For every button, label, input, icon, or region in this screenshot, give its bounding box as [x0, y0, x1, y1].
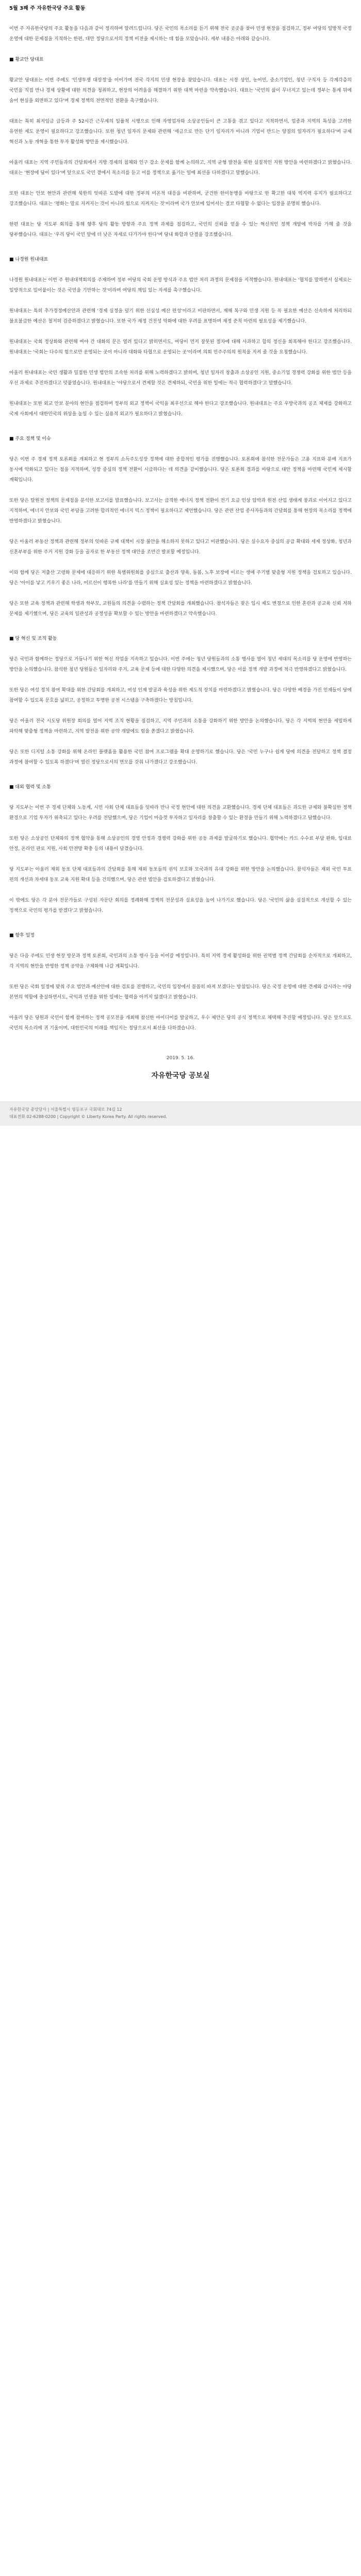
section-paragraph: 원내대표는 국회 정상화와 관련해 여야 간 대화의 문은 열려 있다고 밝히면서도, 여당이 먼저 잘못된 절차에 대해 사과하고 합의 정신을 회복해야 한다고 강조했습니다. 원내대표는 '국회는 다수의 힘으로만 운영되는 곳이 아니라 대화와 타협으로 운영되는 곳'이라며 의회 민주주의의 원칙을 지켜 줄 것을 요청했습니다.: [9, 340, 352, 355]
section-paragraph: 또한 당은 소상공인 단체와의 정책 협약을 통해 소상공인의 경영 안정과 경쟁력 강화를 위한 공동 과제를 발굴하기로 했습니다. 협약에는 카드 수수료 부담 완화, 임대료 안정, 온라인 판로 지원, 사회 안전망 확충 등의 내용이 담겼습니다.: [9, 836, 352, 852]
section-paragraph: 원내대표는 또한 외교 안보 분야의 현안을 점검하며 정부의 외교 정책이 국익을 최우선으로 해야 한다고 강조했습니다. 원내대표는 주요 우방국과의 공조 체제를 강화하고 국제 사회에서 대한민국의 위상을 높일 수 있는 실용적 외교가 필요하다고 밝혔습니다.: [9, 401, 352, 417]
section-paragraph: 대표는 특히 최저임금 급등과 주 52시간 근무제의 일률적 시행으로 인해 자영업자와 소상공인들이 큰 고통을 겪고 있다고 지적하면서, 업종과 지역의 특성을 고려한 유연한 제도 운영이 필요하다고 강조했습니다. 또한 청년 일자리 문제와 관련해 '세금으로 만든 단기 일자리가 아니라 기업이 만드는 양질의 일자리가 필요하다'며 규제 혁신과 노동 개혁을 통한 투자 활성화 방안을 제시했습니다.: [9, 119, 352, 145]
section-paragraph: 또한 당은 국회 일정에 맞춰 주요 법안과 예산안에 대한 검토를 진행하고, 국민의 입장에서 꼼꼼히 따져 보겠다는 방침입니다. 당은 국정 운영에 대한 견제와 감시라는 야당 본연의 역할에 충실하면서도, 국익과 민생을 위한 일에는 협력을 아끼지 않겠다고 밝혔습니다.: [9, 985, 352, 1000]
section-title: ■ 대외 협력 및 소통: [9, 785, 51, 790]
intro-paragraph: 이번 주 자유한국당의 주요 활동을 다음과 같이 정리하여 알려드립니다. 당은 국민의 목소리를 듣기 위해 전국 곳곳을 찾아 민생 현장을 점검하고, 정부 여당의 일방적 국정 운영에 대한 문제점을 지적하는 한편, 대안 정당으로서의 정책 비전을 제시하는 데 힘을 모았습니다. 세부 내용은 아래와 같습니다.: [9, 26, 352, 42]
section-paragraph: 이 밖에도 당은 각 분야 전문가들로 구성된 자문단 회의를 정례화해 정책의 전문성과 실효성을 높여 나가기로 했습니다. 당은 '국민의 삶을 실질적으로 개선할 수 있는 정책으로 국민의 평가를 받겠다'고 밝혔습니다.: [9, 898, 352, 913]
section-external-relations: [9, 782, 352, 916]
section-paragraph: 또한 당은 여성 정치 참여 확대를 위한 간담회를 개최하고, 여성 인재 발굴과 육성을 위한 제도적 장치를 마련하겠다고 밝혔습니다. 당은 다양한 배경을 가진 인재들이 당에 참여할 수 있도록 문호를 넓히고, 공정하고 투명한 공천 시스템을 구축하겠다는 방침입니다.: [9, 688, 352, 703]
section-paragraph: 황교안 당대표는 이번 주에도 '민생투쟁 대장정'을 이어가며 전국 각지의 민생 현장을 찾았습니다. 대표는 시장 상인, 농어민, 중소기업인, 청년 구직자 등 각계각층의 국민을 직접 만나 경제 상황에 대한 의견을 청취하고, 현장의 어려움을 해결하기 위한 대책 마련을 약속했습니다. 대표는 '국민의 삶이 무너지고 있는데 정부는 통계 뒤에 숨어 현실을 외면하고 있다'며 경제 정책의 전면적인 전환을 촉구했습니다.: [9, 78, 352, 104]
section-paragraph: 당은 국민과 함께하는 정당으로 거듭나기 위한 혁신 작업을 지속하고 있습니다. 이번 주에는 청년 당원들과의 소통 행사를 열어 청년 세대의 목소리를 당 운영에 반영하는 방안을 논의했습니다. 참석한 청년 당원들은 일자리와 주거, 교육 문제 등에 대한 다양한 의견을 제시했으며, 당은 이를 정책 개발 과정에 적극 반영하겠다고 밝혔습니다.: [9, 657, 352, 672]
section-paragraph: 또한 대표는 안보 현안과 관련해 북한의 잇따른 도발에 대한 정부의 미온적 대응을 비판하며, 굳건한 한미동맹을 바탕으로 한 확고한 대북 억지력 유지가 필요하다고 강조했습니다. 대표는 '평화는 말로 지켜지는 것이 아니라 힘으로 지켜지는 것'이라며 국가 안보에 있어서는 결코 타협할 수 없다는 입장을 분명히 했습니다.: [9, 191, 352, 207]
section-title: ■ 나경원 원내대표: [9, 257, 48, 262]
page-footer: [0, 1101, 361, 1126]
section-paragraph: 당은 다음 주에도 민생 현장 방문과 정책 토론회, 국민과의 소통 행사 등을 이어갈 예정입니다. 특히 지역 경제 활성화를 위한 권역별 정책 간담회를 순차적으로 개최하고, 각 지역의 현안을 반영한 정책 공약을 구체화해 나갈 계획입니다.: [9, 954, 352, 969]
section-paragraph: 당은 또한 교육 정책과 관련해 학생과 학부모, 교원들의 의견을 수렴하는 정책 간담회를 개최했습니다. 참석자들은 잦은 입시 제도 변경으로 인한 혼란과 공교육 신뢰 저하 문제를 제기했으며, 당은 교육의 일관성과 공정성을 확보할 수 있는 방안을 마련하겠다고 약속했습니다.: [9, 601, 352, 617]
section-paragraph: 당은 이번 주 경제 정책 토론회를 개최하고 현 정부의 소득주도성장 정책에 대한 종합적인 평가를 진행했습니다. 토론회에 참석한 전문가들은 고용 지표와 분배 지표가 동시에 악화되고 있다는 점을 지적하며, 성장 중심의 정책 전환이 시급하다는 데 의견을 같이했습니다. 당은 토론회 결과를 바탕으로 대안 정책을 마련해 국민께 제시할 계획입니다.: [9, 457, 352, 483]
section-paragraph: 당은 또한 디지털 소통 강화를 위해 온라인 플랫폼을 활용한 국민 참여 프로그램을 확대 운영하기로 했습니다. 당은 '국민 누구나 쉽게 당에 의견을 전달하고 정책 결정 과정에 참여할 수 있도록 하겠다'며 열린 정당으로서의 면모를 갖춰 나가겠다고 강조했습니다.: [9, 750, 352, 765]
issuing-office: 자유한국당 공보실: [151, 1072, 210, 1080]
section-title: ■ 주요 정책 및 이슈: [9, 436, 51, 442]
footer-copyright: 대표전화 02-6288-0200 | Copyright © Liberty Korea Party. All rights reserved.: [9, 1114, 167, 1119]
section-floor-leader: [9, 255, 352, 419]
press-release-page: [0, 0, 361, 1126]
section-party-leader: [9, 55, 352, 240]
section-paragraph: 당은 아울러 전국 시도당 위원장 회의를 열어 지역 조직 현황을 점검하고, 지역 주민과의 소통을 강화하기 위한 방안을 논의했습니다. 당은 각 지역의 현안을 세밀하게 파악해 맞춤형 정책을 마련하고, 지역 발전을 위한 공약 개발에도 힘을 쏟겠다고 밝혔습니다.: [9, 719, 352, 734]
section-paragraph: 당 지도부는 이번 주 경제 단체와 노동계, 시민 사회 단체 대표들을 잇따라 만나 국정 현안에 대한 의견을 교환했습니다. 경제 단체 대표들은 과도한 규제와 불확실한 정책 환경으로 기업 투자가 위축되고 있다는 우려를 전달했으며, 당은 기업이 마음껏 투자하고 일자리를 창출할 수 있는 환경을 만들기 위해 노력하겠다고 답했습니다.: [9, 805, 352, 821]
section-paragraph: 아울러 당은 당원과 국민이 함께 참여하는 정책 공모전을 개최해 참신한 아이디어를 발굴하고, 우수 제안은 당의 공식 정책으로 채택해 추진할 예정입니다. 당은 앞으로도 국민의 목소리에 귀 기울이며, 대한민국의 미래를 책임지는 정당으로서 최선을 다하겠습니다.: [9, 1015, 352, 1031]
section-title: ■ 향후 일정: [9, 933, 35, 938]
section-party-reform: [9, 634, 352, 768]
section-paragraph: 아울러 원내대표는 국민 생활과 밀접한 민생 법안의 조속한 처리를 위해 노력하겠다고 밝히며, 청년 일자리 창출과 소상공인 지원, 중소기업 경쟁력 강화를 위한 법안 등을 우선 과제로 추진하겠다고 덧붙였습니다. 원내대표는 '야당으로서 견제할 것은 견제하되, 국민을 위한 일에는 적극 협력하겠다'고 말했습니다.: [9, 370, 352, 386]
section-title: ■ 당 혁신 및 조직 활동: [9, 636, 57, 641]
section-paragraph: 원내대표는 특히 추가경정예산안과 관련해 '경제 실정을 덮기 위한 선심성 예산 편성'이라고 비판하면서, 재해 복구와 민생 지원 등 꼭 필요한 예산은 신속하게 처리하되 불요불급한 예산은 철저히 검증하겠다고 밝혔습니다. 또한 국가 재정 건전성 악화에 대한 우려를 표명하며 재정 준칙 마련의 필요성을 제기했습니다.: [9, 309, 352, 324]
release-date: 2019. 5. 16.: [166, 1056, 195, 1061]
section-paragraph: 아울러 대표는 지역 주민들과의 간담회에서 지방 경제의 침체와 인구 감소 문제를 함께 논의하고, 지역 균형 발전을 위한 실질적인 지원 방안을 마련하겠다고 밝혔습니다. 대표는 '현장에 답이 있다'며 앞으로도 국민 곁에서 목소리를 듣고 이를 정책으로 옮기는 일에 최선을 다하겠다고 말했습니다.: [9, 160, 352, 176]
section-paragraph: 이와 함께 당은 저출산 고령화 문제에 대응하기 위한 특별위원회를 중심으로 출산과 양육, 돌봄, 노후 보장에 이르는 생애 주기별 맞춤형 지원 정책을 검토하고 있습니다. 당은 '아이를 낳고 키우기 좋은 나라, 어르신이 행복한 나라'를 만들기 위해 실효성 있는 정책을 마련하겠다고 밝혔습니다.: [9, 570, 352, 586]
footer-address: 자유한국당 중앙당사 | 서울특별시 영등포구 국회대로 74길 12: [9, 1107, 122, 1112]
section-paragraph: 한편 대표는 당 지도부 회의를 통해 향후 당의 활동 방향과 주요 정책 과제를 점검하고, 국민의 신뢰를 얻을 수 있는 혁신적인 정책 개발에 박차를 가해 줄 것을 당부했습니다. 대표는 '우리 당이 국민 앞에 더 낮은 자세로 다가가야 한다'며 당내 화합과 단결을 강조했습니다.: [9, 222, 352, 238]
document-title: 5월 3째 주 자유한국당 주요 활동: [9, 6, 86, 11]
section-title: ■ 황교안 당대표: [9, 57, 44, 62]
section-policy-issues: [9, 434, 352, 619]
section-paragraph: 또한 당은 탈원전 정책의 문제점을 분석한 보고서를 발표했습니다. 보고서는 급격한 에너지 정책 전환이 전기 요금 인상 압박과 원전 산업 생태계 붕괴로 이어지고 있다고 지적하며, 에너지 안보와 국민 부담을 고려한 합리적인 에너지 믹스 정책이 필요하다고 제언했습니다. 당은 관련 산업 종사자들과의 간담회를 통해 현장의 목소리를 정책에 반영하겠다고 밝혔습니다.: [9, 498, 352, 524]
section-paragraph: 당 지도부는 아울러 재외 동포 단체 대표들과의 간담회를 통해 재외 동포들의 권익 보호와 모국과의 유대 강화를 위한 방안을 논의했습니다. 참석자들은 재외 국민 투표 편의 개선과 차세대 동포 교육 지원 확대 등을 건의했으며, 당은 관련 법안을 검토하겠다고 밝혔습니다.: [9, 867, 352, 883]
section-upcoming-schedule: [9, 930, 352, 1033]
section-paragraph: 당은 아울러 부동산 정책과 관련해 정부의 잇따른 규제 대책이 시장 불안을 해소하지 못하고 있다고 비판했습니다. 당은 실수요자 중심의 공급 확대와 세제 정상화, 청년과 신혼부부를 위한 주거 지원 강화 등을 골자로 한 부동산 정책 대안을 조만간 발표할 예정입니다.: [9, 539, 352, 555]
section-paragraph: 나경원 원내대표는 이번 주 원내대책회의를 주재하며 정부 여당의 국회 운영 방식과 주요 법안 처리 과정의 문제점을 지적했습니다. 원내대표는 '협치를 말하면서 실제로는 일방적으로 밀어붙이는 것은 국민을 기만하는 것'이라며 여당의 책임 있는 자세를 촉구했습니다.: [9, 278, 352, 293]
